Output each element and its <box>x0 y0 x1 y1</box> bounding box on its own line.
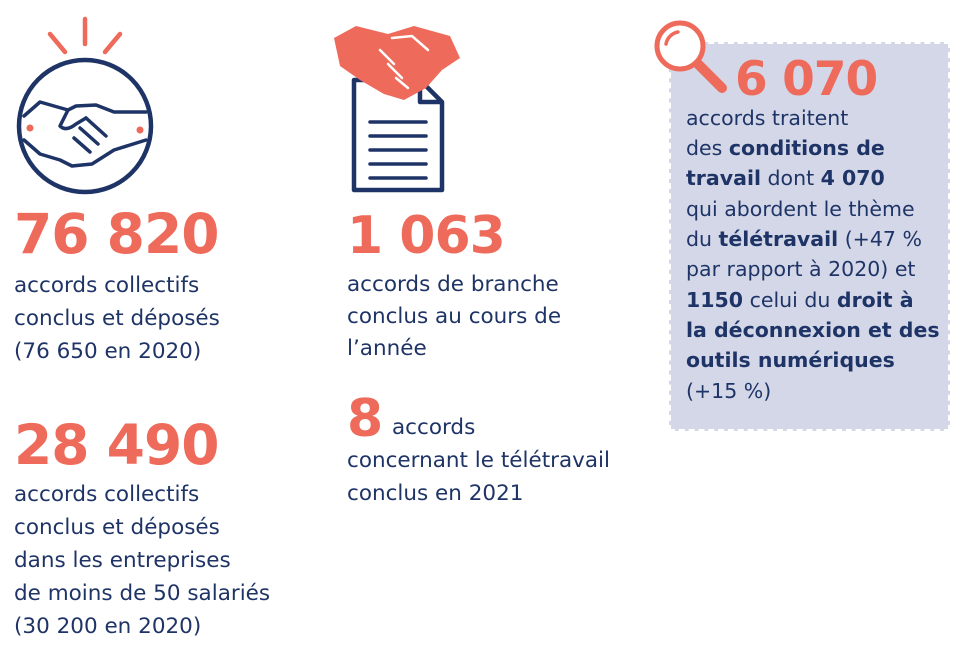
stat-6070-line8: la déconnexion et des <box>686 318 940 342</box>
handshake-document-icon <box>330 14 465 194</box>
stat-6070-line5: du télétravail (+47 % <box>686 227 922 251</box>
stat-8-line1: concernant le télétravail <box>347 448 610 473</box>
stat-8-inline: accords <box>392 415 476 440</box>
stat-28490-line3: dans les entreprises <box>14 548 231 573</box>
stat-8-number: 8 <box>347 389 383 449</box>
stat-1063-number: 1 063 <box>347 206 505 266</box>
magnifier-icon <box>648 14 730 96</box>
stat-1063-line2: conclus au cours de <box>347 304 562 329</box>
stat-6070-line4: qui abordent le thème <box>686 197 915 221</box>
stat-1063-line3: l’année <box>347 336 427 361</box>
stat-6070-line10: (+15 %) <box>686 379 772 403</box>
stat-8-line2: conclus en 2021 <box>347 481 524 506</box>
stat-28490-line5: (30 200 en 2020) <box>14 614 202 639</box>
stat-6070-line2: des conditions de <box>686 136 885 160</box>
stat-76820-line3: (76 650 en 2020) <box>14 339 202 364</box>
stat-28490-line4: de moins de 50 salariés <box>14 581 271 606</box>
stat-6070-line9: outils numériques <box>686 348 895 372</box>
stat-1063-line1: accords de branche <box>347 272 559 297</box>
handshake-circle-icon <box>10 12 160 197</box>
stat-76820-line2: conclus et déposés <box>14 306 220 331</box>
stat-76820-line1: accords collectifs <box>14 273 200 298</box>
stat-28490-number: 28 490 <box>14 413 219 477</box>
stat-28490-line1: accords collectifs <box>14 482 200 507</box>
stat-28490-line2: conclus et déposés <box>14 515 220 540</box>
stat-6070-line1: accords traitent <box>686 106 849 130</box>
stat-6070-number: 6 070 <box>735 52 878 107</box>
stat-76820-number: 76 820 <box>14 202 219 266</box>
stat-6070-line6: par rapport à 2020) et <box>686 257 916 281</box>
stat-6070-line7: 1150 celui du droit à <box>686 288 914 312</box>
stat-6070-line3: travail dont 4 070 <box>686 166 885 190</box>
